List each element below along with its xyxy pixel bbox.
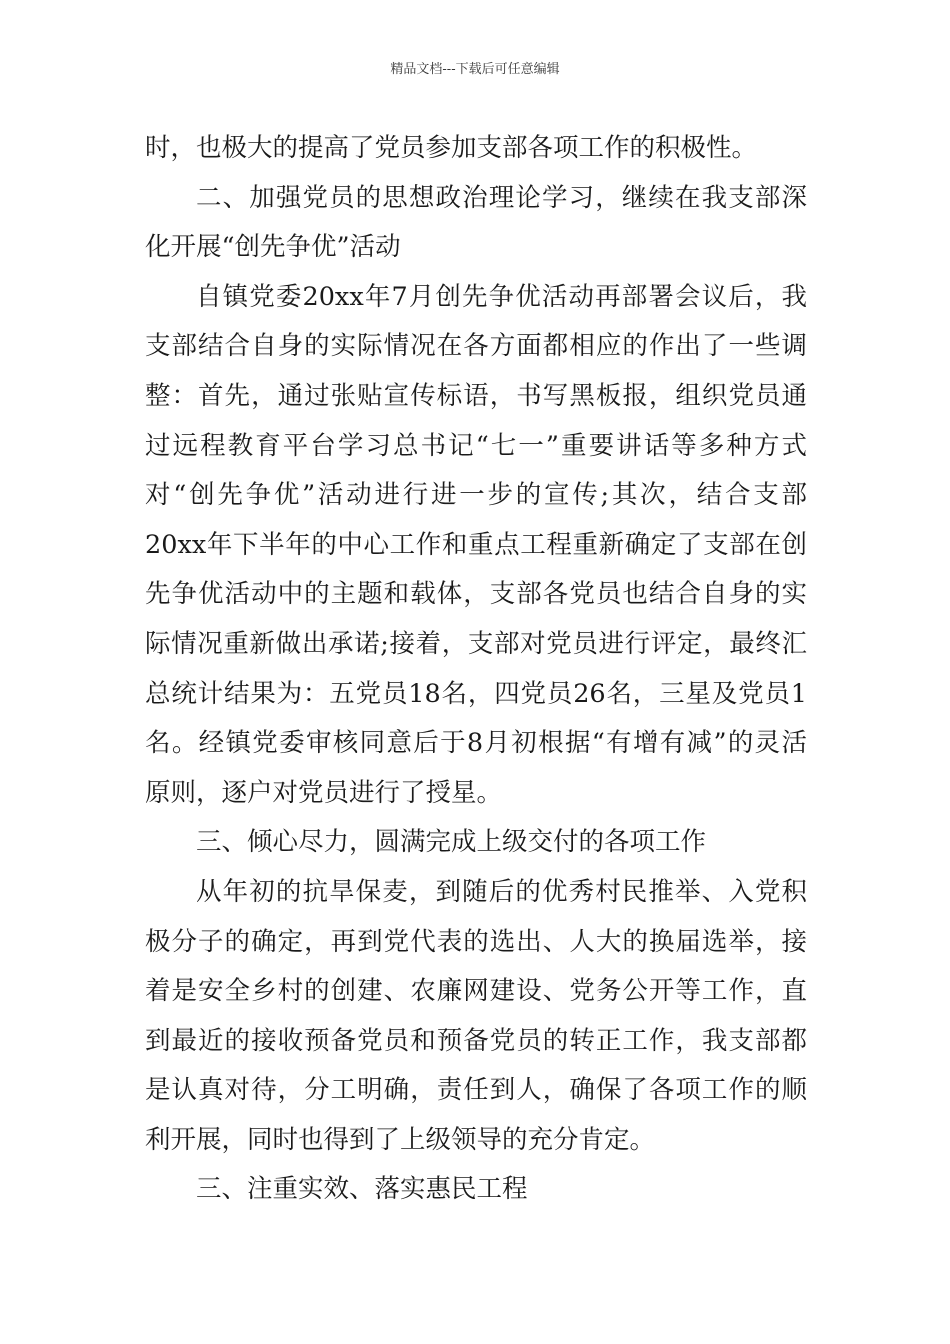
text-line: 总统计结果为：五党员18名，四党员26名，三星及党员1 [145, 678, 807, 709]
section-heading: 三、注重实效、落实惠民工程 [196, 1174, 528, 1205]
text-line: 20xx年下半年的中心工作和重点工程重新确定了支部在创 [145, 529, 807, 560]
text-line: 名。经镇党委审核同意后于8月初根据“有增有减”的灵活 [145, 728, 807, 759]
text-line: 到最近的接收预备党员和预备党员的转正工作，我支部都 [145, 1025, 807, 1056]
text-line: 支部结合自身的实际情况在各方面都相应的作出了一些调 [145, 331, 807, 362]
text-line: 极分子的确定，再到党代表的选出、人大的换届选举，接 [145, 926, 807, 957]
text-line: 过远程教育平台学习总书记“七一”重要讲话等多种方式 [145, 430, 807, 461]
page-header: 精品文档---下载后可任意编辑 [390, 62, 560, 77]
document-body [145, 124, 807, 1215]
text-line: 着是安全乡村的创建、农廉网建设、党务公开等工作，直 [145, 976, 807, 1007]
text-line: 时，也极大的提高了党员参加支部各项工作的积极性。 [145, 133, 758, 163]
text-line: 际情况重新做出承诺;接着，支部对党员进行评定，最终汇 [145, 628, 807, 659]
text-line: 原则，逐户对党员进行了授星。 [145, 777, 503, 808]
section-heading: 三、倾心尽力，圆满完成上级交付的各项工作 [196, 827, 707, 858]
text-line: 先争优活动中的主题和载体，支部各党员也结合自身的实 [145, 579, 807, 610]
text-line: 对“创先争优”活动进行进一步的宣传;其次，结合支部 [145, 480, 807, 511]
section-heading: 化开展“创先争优”活动 [145, 232, 401, 263]
text-line: 自镇党委20xx年7月创先争优活动再部署会议后，我 [196, 281, 807, 312]
text-line: 从年初的抗旱保麦，到随后的优秀村民推举、入党积 [196, 876, 807, 907]
text-line: 利开展，同时也得到了上级领导的充分肯定。 [145, 1124, 656, 1155]
section-heading: 二、加强党员的思想政治理论学习，继续在我支部深 [196, 182, 807, 213]
text-line: 是认真对待，分工明确，责任到人，确保了各项工作的顺 [145, 1075, 807, 1106]
text-line: 整：首先，通过张贴宣传标语，书写黑板报，组织党员通 [145, 380, 807, 411]
